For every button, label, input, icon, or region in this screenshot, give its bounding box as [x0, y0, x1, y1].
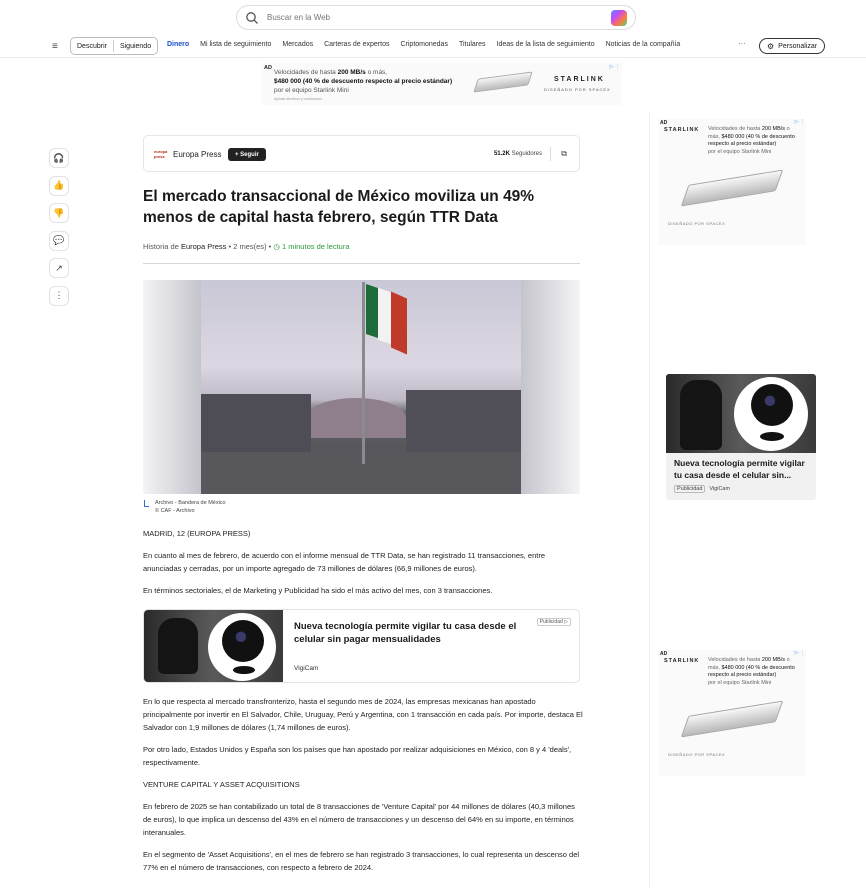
ad-brand: STARLINK	[664, 127, 700, 133]
ad-tag: Publicidad	[674, 485, 705, 493]
nav-cripto[interactable]: Criptomonedas	[400, 41, 448, 48]
article-image[interactable]	[143, 280, 580, 494]
article-actions	[49, 148, 69, 313]
read-time: ◷ 1 minutos de lectura	[273, 242, 350, 251]
ad-foot: DISEÑADO POR SPACEX	[668, 221, 726, 226]
article-paragraph: Por otro lado, Estados Unidos y España son los países que han apostado por realizar adquisiciones en México, con 8 y 4 'deals', respectivamente.	[143, 745, 572, 767]
publisher-bar	[143, 135, 580, 172]
ad-image	[144, 610, 283, 683]
rail-divider	[649, 112, 650, 888]
starlink-dish-image	[473, 71, 532, 92]
image-blur-left	[143, 280, 201, 494]
image-caption: Archivo - Bandera de México © CAF - Archivo	[143, 500, 580, 515]
article-paragraph: En lo que respecta al mercado transfronterizo, hasta el segundo mes de 2024, las empresas mexicanas han apostado principalmente por invertir en El Salvador, Chile, Uruguay, Perú y Argentina, con 1 transacción en cada país. Por importe, destaca El Salvador con 1,9 millones de dólares (1,74 millones de euros).	[143, 697, 583, 732]
nav-ideas[interactable]: Ideas de la lista de seguimiento	[496, 41, 595, 48]
menu-icon[interactable]: ≡	[52, 41, 58, 52]
flag-photo	[201, 280, 521, 494]
rail-ad-starlink-top[interactable]	[658, 119, 806, 245]
nav-carteras[interactable]: Carteras de expertos	[324, 41, 390, 48]
top-nav	[0, 36, 866, 58]
article-paragraph: En febrero de 2025 se han contabilizado un total de 8 transacciones de 'Venture Capital' por 44 millones de dólares (40,3 millones de euros), lo que implica un descenso del 43% en el número de transacciones y un descenso del 64% en su importe, en términos interanuales.	[143, 802, 575, 837]
ad-sponsor-row	[674, 486, 730, 492]
rail-ad-starlink-bottom[interactable]	[658, 650, 806, 776]
thumbs-up-icon[interactable]: 👍	[49, 176, 69, 196]
ad-label: AD	[264, 65, 272, 71]
nav-watchlist[interactable]: Mi lista de seguimiento	[200, 41, 272, 48]
ad-text: Velocidades de hasta 200 MB/s o más, $480 000 (40 % de descuento respecto al precio estándar) por el equipo Starlink Mini	[708, 126, 795, 155]
adchoices-icon[interactable]: ▷ ⋮	[794, 119, 805, 125]
ad-image	[666, 374, 816, 453]
inline-ad-card[interactable]	[143, 609, 580, 683]
ad-brand: STARLINK	[554, 76, 605, 83]
followers-count: 51.2K Seguidores	[493, 151, 542, 157]
article-paragraph: En el segmento de 'Asset Acquisitions', en el mes de febrero se han registrado 3 transacciones, lo cual representa un descenso del 77% en el número de transacciones, con respecto a febrero de 2024.	[143, 850, 580, 872]
adchoices-icon[interactable]: ▷ ⋮	[794, 650, 805, 656]
share-icon[interactable]: ↗	[49, 258, 69, 278]
nav-noticias[interactable]: Noticias de la compañía	[605, 41, 681, 48]
feed-toggle	[70, 37, 158, 55]
headphones-icon[interactable]: 🎧	[49, 148, 69, 168]
nav-mercados[interactable]: Mercados	[282, 41, 314, 48]
gear-icon: ⚙	[767, 41, 775, 51]
tab-descubrir[interactable]: Descubrir	[77, 42, 107, 50]
article-paragraph: MADRID, 12 (EUROPA PRESS)	[143, 529, 251, 538]
ad-headline[interactable]: Nueva tecnología permite vigilar tu casa desde el celular sin pagar mensualidades	[294, 621, 517, 645]
starlink-dish-image	[681, 170, 783, 207]
ad-sponsor: VigiCam	[294, 665, 319, 672]
ad-text: Velocidades de hasta 200 MB/s o más, $480 000 (40 % de descuento respecto al precio estándar) por el equipo Starlink Mini	[708, 657, 795, 686]
article-meta: Historia de Europa Press • 2 mes(es) • ◷ 1 minutos de lectura	[143, 242, 350, 251]
article-subheading: VENTURE CAPITAL Y ASSET ACQUISITIONS	[143, 780, 300, 789]
personalize-label: Personalizar	[778, 42, 818, 50]
article-main	[143, 135, 583, 874]
more-nav-button[interactable]: ···	[738, 39, 746, 48]
thumbs-down-icon[interactable]: 👎	[49, 203, 69, 223]
follow-button[interactable]: + Seguir	[228, 148, 266, 161]
article-paragraph: En cuanto al mes de febrero, de acuerdo con el informe mensual de TTR Data, se han registrado 11 transacciones, entre anunciadas y cerradas, por un importe agregado de 73 millones de dólares (66,9 millones de euros).	[143, 551, 546, 573]
copilot-icon[interactable]	[611, 10, 627, 26]
ad-brand-sub: DISEÑADO POR SPACEX	[544, 87, 611, 92]
publisher-name[interactable]: Europa Press	[173, 150, 222, 159]
comment-icon[interactable]: 💬	[49, 231, 69, 251]
search-icon	[245, 11, 259, 25]
ad-badge[interactable]: Publicidad ▷	[537, 618, 571, 626]
nav-links	[167, 41, 691, 48]
more-icon[interactable]: ⋮	[49, 286, 69, 306]
open-external-icon[interactable]: ⧉	[561, 149, 567, 158]
ad-brand: STARLINK	[664, 658, 700, 664]
ad-label: AD	[660, 120, 668, 126]
rail-ad-card[interactable]	[666, 374, 816, 500]
article-paragraph: En términos sectoriales, el de Marketing y Publicidad ha sido el más activo del mes, con 3 transacciones.	[143, 586, 493, 595]
meta-source[interactable]: Europa Press	[180, 242, 227, 251]
nav-dinero[interactable]: Dinero	[167, 41, 190, 48]
tab-siguiendo[interactable]: Siguiendo	[119, 42, 152, 50]
ad-sponsor: VigiCam	[709, 486, 731, 492]
publisher-logo[interactable]: europa press	[154, 149, 168, 159]
search-bar[interactable]	[236, 5, 636, 30]
nav-titulares[interactable]: Titulares	[458, 41, 486, 48]
ad-foot: DISEÑADO POR SPACEX	[668, 752, 726, 757]
personalize-button[interactable]	[759, 38, 825, 54]
ad-text: Velocidades de hasta 200 MB/s o más, $480 000 (40 % de descuento respecto al precio estándar) por el equipo Starlink Mini	[274, 69, 453, 94]
image-blur-right	[521, 280, 580, 494]
starlink-dish-image	[681, 701, 783, 738]
ad-headline[interactable]: Nueva tecnología permite vigilar tu casa desde el celular sin...	[674, 458, 805, 480]
divider	[143, 263, 580, 264]
article-title: El mercado transaccional de México moviliza un 49% menos de capital hasta febrero, según TTR Data	[143, 188, 535, 226]
ad-fine-print: Aplican términos y condiciones	[274, 97, 323, 101]
divider	[550, 147, 551, 161]
search-input[interactable]	[267, 13, 611, 22]
top-ad-banner[interactable]	[262, 63, 622, 105]
adchoices-icon[interactable]: ▷ ⋮	[609, 64, 620, 70]
ad-label: AD	[660, 651, 668, 657]
